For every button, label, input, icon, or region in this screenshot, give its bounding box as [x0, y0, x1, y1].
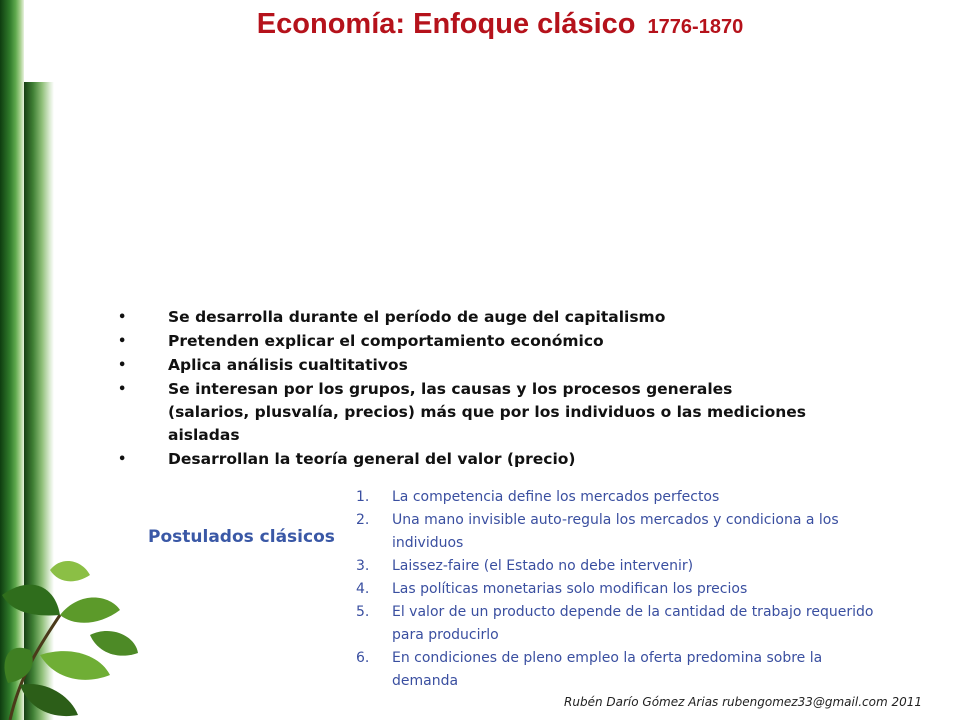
postulado-text: Las políticas monetarias solo modifican los precios	[392, 581, 748, 597]
postulado-item	[352, 601, 882, 647]
footer-credit: Rubén Darío Gómez Arias rubengomez33@gmail.com 2011	[564, 695, 922, 709]
postulado-text: El valor de un producto depende de la cantidad de trabajo requerido para producirlo	[392, 604, 874, 643]
plant-leaves-icon	[0, 555, 140, 720]
postulado-number: 1.	[356, 489, 370, 505]
postulado-number: 2.	[356, 512, 370, 528]
bullet-item: • Aplica análisis cualtitativos	[118, 354, 818, 377]
postulado-text: En condiciones de pleno empleo la oferta predomina sobre la demanda	[392, 650, 823, 689]
postulado-number: 5.	[356, 604, 370, 620]
postulado-item	[352, 486, 882, 509]
postulado-item	[352, 509, 882, 555]
postulado-number: 3.	[356, 558, 370, 574]
bullet-item: • Pretenden explicar el comportamiento económico	[118, 330, 818, 353]
postulado-number: 4.	[356, 581, 370, 597]
bullet-item: • Desarrollan la teoría general del valor (precio)	[118, 448, 818, 471]
postulado-item	[352, 647, 882, 693]
postulado-text: La competencia define los mercados perfectos	[392, 489, 720, 505]
postulados-list	[352, 486, 882, 693]
bullet-item: • Se desarrolla durante el período de auge del capitalismo	[118, 306, 818, 329]
postulado-item	[352, 555, 882, 578]
postulado-text: Laissez-faire (el Estado no debe intervenir)	[392, 558, 694, 574]
postulados-heading: Postulados clásicos	[148, 527, 335, 547]
bullet-item: • Se interesan por los grupos, las causas y los procesos generales (salarios, plusvalía, precios) más que por los individuos o las mediciones aisladas	[118, 378, 818, 447]
postulado-text: Una mano invisible auto-regula los mercados y condiciona a los individuos	[392, 512, 839, 551]
slide-title-years: 1776-1870	[647, 16, 744, 38]
bullet-list	[118, 306, 818, 472]
slide-title-text: Economía: Enfoque clásico	[256, 8, 636, 40]
postulado-item	[352, 578, 882, 601]
slide-title	[0, 8, 960, 41]
postulado-number: 6.	[356, 650, 370, 666]
